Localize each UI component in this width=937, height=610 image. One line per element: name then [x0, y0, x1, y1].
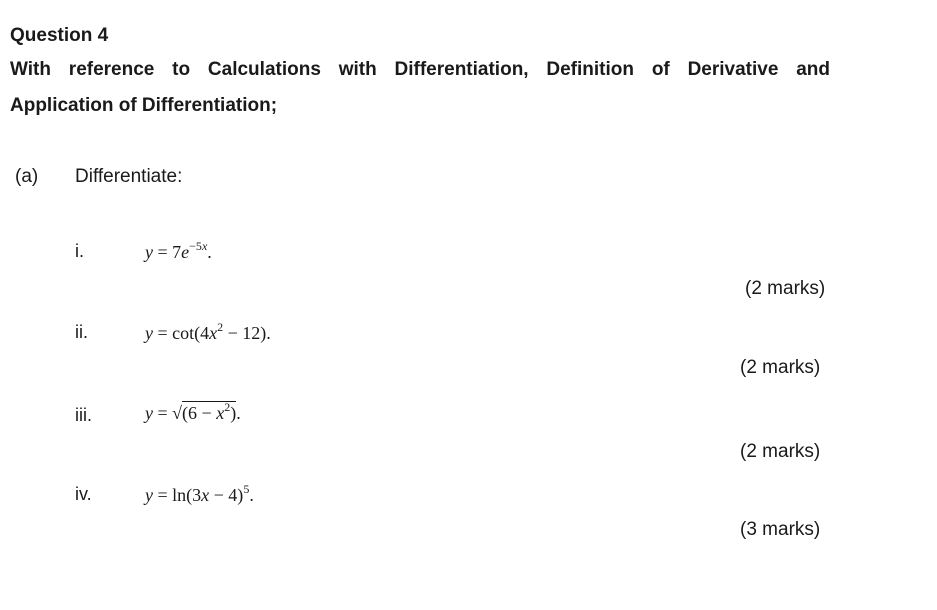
item-numeral-iv: iv.	[75, 484, 92, 504]
sqrt-symbol: √	[172, 403, 183, 423]
item-expression-i: $y = 7e^{-5x}$.	[145, 239, 212, 262]
part-a-label: (a)	[15, 166, 39, 187]
item-marks-i: (2 marks)	[745, 278, 826, 299]
item-marks-ii: (2 marks)	[740, 357, 821, 378]
item-marks-iii: (2 marks)	[740, 441, 821, 462]
question-intro-line-1: With reference to Calculations with Differentiation, Definition of Derivative and	[10, 59, 830, 80]
question-intro-line-2: Application of Differentiation;	[10, 95, 278, 116]
item-numeral-i: i.	[75, 241, 84, 261]
question-title: Question 4	[10, 25, 109, 46]
item-numeral-ii: ii.	[75, 322, 88, 342]
item-numeral-iii: iii.	[75, 405, 92, 425]
item-expression-ii: $y = \cot(4x^2 - 12)$.	[145, 320, 271, 343]
item-marks-iv: (3 marks)	[740, 519, 821, 540]
part-a-instruction: Differentiate:	[75, 166, 183, 187]
item-expression-iv: $y = \ln(3x - 4)^5$.	[145, 482, 254, 505]
item-expression-iii: $y = √(6 - x^2)$.	[145, 400, 241, 423]
